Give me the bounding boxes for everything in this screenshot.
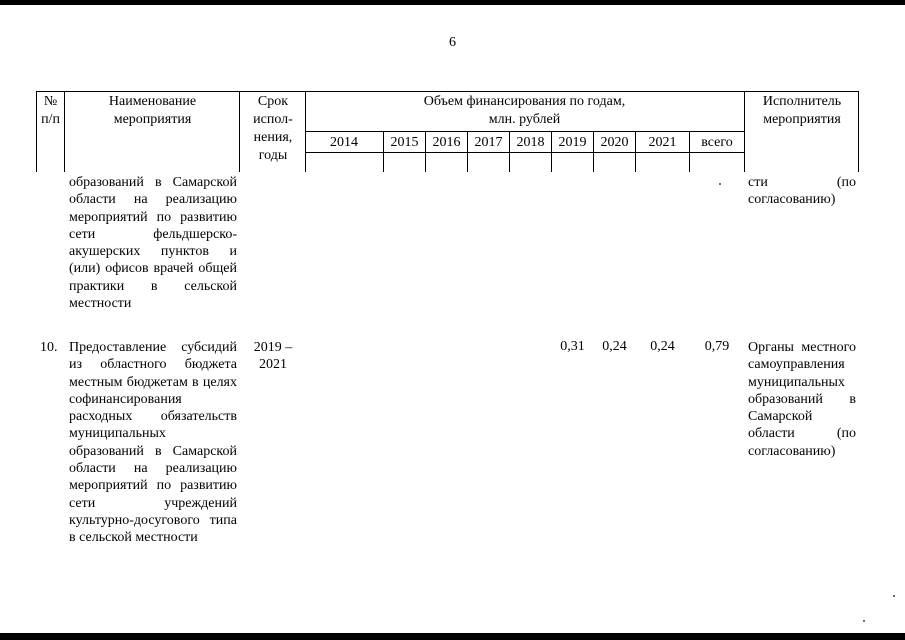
year-total: всего: [701, 135, 733, 150]
row10-funding-2019: 0,31: [560, 339, 585, 354]
row10-funding-2020: 0,24: [602, 339, 627, 354]
year-2021: 2021: [648, 135, 677, 150]
row10-executor: Органы местного самоуправления муниципальных образований в Самарской области (по согласованию): [748, 340, 856, 459]
years-header-rule: [305, 131, 744, 132]
row10-term: 2019 – 2021: [253, 340, 293, 373]
col-border-name: [239, 91, 240, 172]
col-border-right: [858, 91, 859, 172]
year-2019: 2019: [558, 135, 587, 150]
year-2014: 2014: [330, 135, 358, 150]
header-term: Срок испол-нения, годы: [253, 94, 293, 163]
col-border-funding: [744, 91, 745, 172]
bottom-border: [0, 633, 905, 640]
scan-speck: [863, 620, 865, 622]
year-2018: 2018: [516, 135, 545, 150]
year-2020: 2020: [600, 135, 629, 150]
continued-row-name: образований в Самарской области на реализацию мероприятий по развитию сети фельдшерско-акушерских пунктов и (или) офисов врачей общей практики в сельской местности: [69, 175, 237, 312]
header-name: Наименование мероприятия: [108, 94, 197, 127]
header-executor: Исполнитель мероприятия: [762, 94, 842, 127]
page-number: 6: [449, 35, 456, 50]
scan-speck: [719, 183, 721, 185]
year-2017: 2017: [474, 135, 503, 150]
continued-row-executor: сти (по согласованию): [748, 175, 856, 208]
scan-speck: [893, 595, 895, 597]
col-border-num: [64, 91, 65, 172]
header-funding-title: Объем финансирования по годам,: [423, 94, 626, 109]
row10-funding-total: 0,79: [704, 339, 730, 354]
year-2016: 2016: [432, 135, 461, 150]
row10-number: 10.: [40, 340, 58, 355]
row10-name: Предоставление субсидий из областного бюджета местным бюджетам в целях софинансирования расходных обязательств муниципальных образований в Самарской области на реализацию мероприятий по развитию сети учреждений культурно-досугового типа в сельской местности: [69, 340, 237, 546]
top-border: [0, 0, 905, 5]
header-funding-unit: млн. рублей: [488, 112, 561, 127]
header-num: № п/п: [41, 94, 60, 127]
year-2015: 2015: [390, 135, 419, 150]
header-top-rule: [36, 91, 858, 92]
years-bottom-rule: [305, 152, 744, 153]
row10-funding-2021: 0,24: [650, 339, 675, 354]
